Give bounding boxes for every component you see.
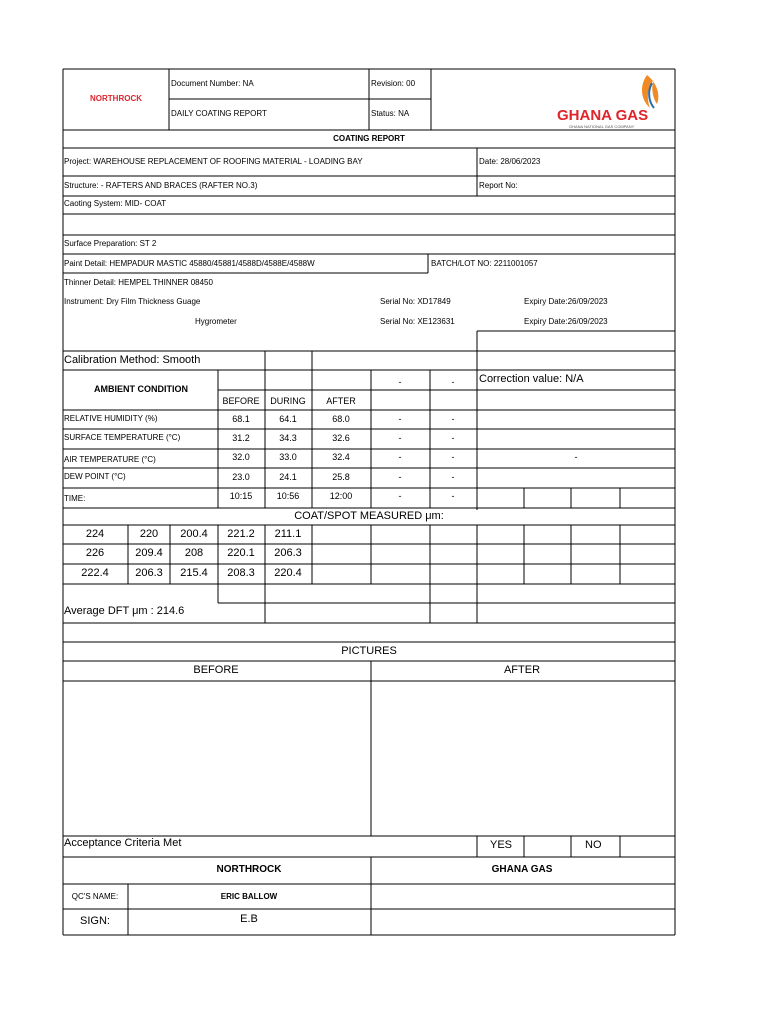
document-title: DAILY COATING REPORT (171, 109, 267, 118)
acceptance-no-label: NO (585, 839, 602, 851)
coat-cell: 220 (139, 528, 159, 540)
ambient-cell: - (451, 452, 455, 462)
ambient-row-label: RELATIVE HUMIDITY (%) (64, 414, 158, 423)
instrument-serial-number: Serial No: XD17849 (380, 297, 451, 306)
hygrometer-expiry-date: Expiry Date:26/09/2023 (524, 317, 608, 326)
ambient-row-label: SURFACE TEMPERATURE (°C) (64, 433, 181, 442)
report-number: Report No: (479, 181, 518, 190)
ambient-cell: 68.1 (232, 414, 250, 424)
revision-number: Revision: 00 (371, 79, 416, 88)
logo-text: GHANA GAS (557, 107, 649, 124)
ghana-gas-logo (555, 70, 675, 130)
signoff-northrock: NORTHROCK (216, 864, 282, 875)
ambient-cell: - (451, 491, 455, 501)
qc-name-label: QC'S NAME: (71, 892, 119, 901)
coat-cell: 224 (85, 528, 105, 540)
ambient-condition-title: AMBIENT CONDITION (94, 384, 188, 394)
instrument-detail: Instrument: Dry Film Thickness Guage (64, 297, 201, 306)
acceptance-no-box[interactable] (621, 837, 674, 856)
ambient-row-label: AIR TEMPERATURE (°C) (64, 455, 156, 464)
ambient-cell: 64.1 (279, 414, 297, 424)
ambient-col-extra-1: - (398, 377, 402, 387)
coat-cell: 206.3 (274, 547, 302, 559)
ambient-cell: 34.3 (279, 433, 297, 443)
coat-cell: 226 (85, 547, 105, 559)
coat-cell: 208 (184, 547, 204, 559)
ambient-cell: 23.0 (232, 472, 250, 482)
ambient-cell: - (451, 472, 455, 482)
ambient-cell: - (398, 414, 402, 424)
coat-cell: 221.2 (227, 528, 255, 540)
calibration-method: Calibration Method: Smooth (64, 354, 201, 366)
ambient-col-before: BEFORE (222, 396, 260, 406)
ambient-cell: - (451, 433, 455, 443)
coating-system: Caoting System: MID- COAT (64, 199, 167, 208)
northrock-company-name: NORTHROCK (90, 94, 142, 103)
ambient-cell: - (398, 452, 402, 462)
pictures-after-label: AFTER (503, 664, 541, 676)
ambient-cell: 68.0 (332, 414, 350, 424)
ambient-cell: - (398, 472, 402, 482)
coat-cell: 209.4 (135, 547, 163, 559)
ambient-row-label: DEW POINT (°C) (64, 472, 126, 481)
acceptance-yes-label: YES (490, 839, 513, 851)
ambient-cell: 33.0 (279, 452, 297, 462)
ambient-cell: 12:00 (329, 491, 353, 501)
coat-cell: 200.4 (180, 528, 208, 540)
paint-detail: Paint Detail: HEMPADUR MASTIC 45880/45881/4588D/4588E/4588W (64, 259, 315, 268)
ambient-cell: 31.2 (232, 433, 250, 443)
coat-spot-title: COAT/SPOT MEASURED μm: (294, 510, 444, 522)
signoff-ghana-gas: GHANA GAS (491, 864, 553, 875)
project-detail: Project: WAREHOUSE REPLACEMENT OF ROOFING MATERIAL - LOADING BAY (64, 157, 363, 166)
before-picture-area (64, 682, 370, 835)
ambient-col-after: AFTER (326, 396, 356, 406)
ambient-cell: 32.0 (232, 452, 250, 462)
coat-cell: 211.1 (274, 528, 302, 540)
instrument-expiry-date: Expiry Date:26/09/2023 (524, 297, 608, 306)
batch-lot-number: BATCH/LOT NO: 2211001057 (431, 259, 538, 268)
logo-tagline: GHANA NATIONAL GAS COMPANY (569, 124, 635, 129)
hygrometer-serial-number: Serial No: XE123631 (380, 317, 455, 326)
correction-value: Correction value: N/A (479, 373, 584, 385)
hygrometer-label: Hygrometer (195, 317, 237, 326)
acceptance-criteria-label: Acceptance Criteria Met (64, 837, 182, 849)
sign-value: E.B (240, 913, 258, 925)
ambient-col-extra-2: - (451, 377, 455, 387)
pictures-before-label: BEFORE (193, 664, 239, 676)
sign-label: SIGN: (80, 915, 110, 927)
qc-name-value: ERIC BALLOW (220, 892, 278, 901)
ambient-cell: 10:15 (229, 491, 253, 501)
pictures-title: PICTURES (341, 645, 397, 657)
ambient-cell: - (451, 414, 455, 424)
ambient-cell: 25.8 (332, 472, 350, 482)
ambient-cell: 32.6 (332, 433, 350, 443)
ambient-extra-cell: - (574, 452, 578, 462)
ambient-row-label: TIME: (64, 494, 86, 503)
coat-cell: 208.3 (227, 567, 255, 579)
ambient-cell: 24.1 (279, 472, 297, 482)
coating-report-title: COATING REPORT (333, 134, 405, 143)
ambient-col-during: DURING (270, 396, 306, 406)
ambient-cell: 10:56 (276, 491, 300, 501)
ambient-cell: - (398, 433, 402, 443)
after-picture-area (372, 682, 674, 835)
coat-cell: 220.4 (274, 567, 302, 579)
document-number: Document Number: NA (171, 79, 254, 88)
structure-detail: Structure: - RAFTERS AND BRACES (RAFTER NO.3) (64, 181, 258, 190)
report-date: Date: 28/06/2023 (479, 157, 541, 166)
coat-cell: 215.4 (180, 567, 208, 579)
coat-cell: 206.3 (135, 567, 163, 579)
document-status: Status: NA (371, 109, 410, 118)
coat-cell: 220.1 (227, 547, 255, 559)
ambient-cell: - (398, 491, 402, 501)
coat-cell: 222.4 (81, 567, 109, 579)
thinner-detail: Thinner Detail: HEMPEL THINNER 08450 (64, 278, 213, 287)
acceptance-yes-box[interactable] (525, 837, 570, 856)
ambient-cell: 32.4 (332, 452, 350, 462)
average-dft: Average DFT μm : 214.6 (64, 605, 185, 617)
surface-preparation: Surface Preparation: ST 2 (64, 239, 157, 248)
